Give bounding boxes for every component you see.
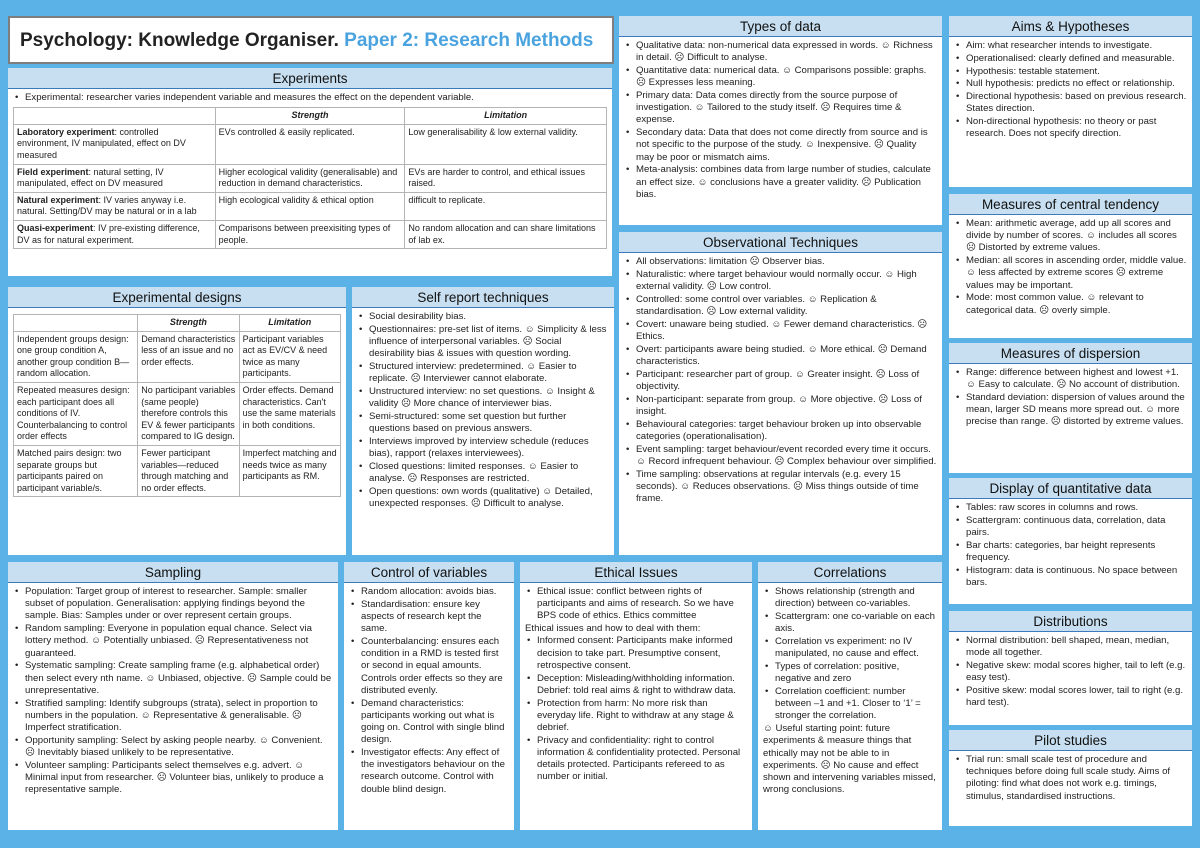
types-of-data-list (624, 40, 937, 201)
experiments-col-limitation: Limitation (405, 108, 607, 125)
list-item: • Controlled: some control over variables. ☺ Replication & standardisation. ☹ Low external validity. (624, 294, 937, 318)
list-item: • Standard deviation: dispersion of values around the mean, larger SD means more spread out. ☺ more precise than range. ☹ distorted by extreme values. (954, 392, 1187, 429)
experiments-intro: • Experimental: researcher varies independent variable and measures the effect on the dependent variable. (13, 92, 607, 104)
dispersion-panel (949, 343, 1192, 473)
table-row (14, 382, 341, 445)
list-item: • Positive skew: modal scores lower, tail to right (e.g. hard test). (954, 685, 1187, 709)
strength-cell: Demand characteristics less of an issue and no order effects. (138, 331, 239, 382)
strength-cell: Comparisons between preexisiting types of people. (215, 220, 405, 248)
distributions-list (954, 635, 1187, 709)
strength-cell: No participant variables (same people) therefore controls this EV & fewer participants compared to IG design. (138, 382, 239, 445)
list-item: • Investigator effects: Any effect of the investigators behaviour on the research outcome. Control with double blind design. (349, 747, 509, 796)
limitation-cell: Order effects. Demand characteristics. Can't use the same materials in both conditions. (239, 382, 340, 445)
display-list (954, 502, 1187, 589)
observational-heading: Observational Techniques (619, 232, 942, 253)
pilot-list (954, 754, 1187, 803)
list-item: • Meta-analysis: combines data from large number of studies, calculate an effect size. ☺ conclusions have a greater validity. ☹ Publication bias. (624, 164, 937, 201)
table-row (14, 445, 341, 496)
list-item: • Time sampling: observations at regular intervals (e.g. every 15 seconds). ☺ Reduces observations. ☹ Miss things outside of time frame. (624, 469, 937, 506)
sampling-heading: Sampling (8, 562, 338, 583)
correlations-panel (758, 562, 942, 830)
experiment-type-cell: Laboratory experiment: controlled environment, IV manipulated, effect on DV measured (14, 124, 216, 164)
list-item: • Demand characteristics: participants working out what is going on. Control with single blind design. (349, 698, 509, 747)
table-row (14, 220, 607, 248)
table-row (14, 164, 607, 192)
list-item: • Participant: researcher part of group. ☺ Greater insight. ☹ Loss of objectivity. (624, 369, 937, 393)
control-heading: Control of variables (344, 562, 514, 583)
list-item: • Closed questions: limited responses. ☺ Easier to analyse. ☹ Responses are restricted. (357, 461, 609, 485)
designs-table (13, 314, 341, 497)
list-item: • Normal distribution: bell shaped, mean, median, mode all together. (954, 635, 1187, 659)
strength-cell: High ecological validity & ethical option (215, 192, 405, 220)
list-item: • Primary data: Data comes directly from the source purpose of investigation. ☺ Tailored to the study itself. ☹ Requires time & expense. (624, 90, 937, 127)
experiments-table (13, 107, 607, 249)
pilot-heading: Pilot studies (949, 730, 1192, 751)
list-item: • Random sampling: Everyone in population equal chance. Select via lottery method. ☺ Potentially unbiased. ☹ Representativeness not guaranteed. (13, 623, 333, 660)
list-item: • Non-participant: separate from group. ☺ More objective. ☹ Loss of insight. (624, 394, 937, 418)
list-item: • Mean: arithmetic average, add up all scores and divide by number of scores. ☺ includes all scores ☹ Distorted by extreme values. (954, 218, 1187, 255)
ethical-heading: Ethical Issues (520, 562, 752, 583)
designs-panel (8, 287, 346, 555)
list-item: • Histogram: data is continuous. No space between bars. (954, 565, 1187, 589)
list-item: • Unstructured interview: no set questions. ☺ Insight & validity ☹ More chance of interviewer bias. (357, 386, 609, 410)
title-subtitle: Paper 2: Research Methods (344, 30, 594, 51)
limitation-cell: Low generalisability & low external validity. (405, 124, 607, 164)
correlations-footer: ☺ Useful starting point: future experiments & measure things that ethically may not be able to in experiments. ☹ No cause and effect shown and intervening variables missed, wrong conclusions. (763, 723, 936, 796)
list-item: • Trial run: small scale test of procedure and techniques before doing full scale study. Aims of piloting: find what does not work e.g. timings, stimulus, standardised instructions. (954, 754, 1187, 803)
experiments-col-strength: Strength (215, 108, 405, 125)
dispersion-heading: Measures of dispersion (949, 343, 1192, 364)
list-item: • Social desirability bias. (357, 311, 609, 323)
list-item: • Systematic sampling: Create sampling frame (e.g. alphabetical order) then select every nth name. ☺ Unbiased, objective. ☹ Sample could be unrepresentative. (13, 660, 333, 697)
list-item: • Tables: raw scores in columns and rows. (954, 502, 1187, 514)
sampling-list (13, 586, 333, 796)
list-item: • Questionnaires: pre-set list of items. ☺ Simplicity & less influence of interpersonal variables. ☹ Social desirability bias & issues with question wording. (357, 324, 609, 361)
experiment-type-cell: Field experiment: natural setting, IV manipulated, effect on DV measured (14, 164, 216, 192)
control-panel (344, 562, 514, 830)
strength-cell: EVs controlled & easily replicated. (215, 124, 405, 164)
design-cell: Matched pairs design: two separate groups but participants paired on participant variable/s. (14, 445, 138, 496)
list-item: • Random allocation: avoids bias. (349, 586, 509, 598)
list-item: • Ethical issue: conflict between rights of participants and aims of research. So we have BPS code of ethics. Ethics committee (525, 586, 747, 623)
list-item: • Types of correlation: positive, negative and zero (763, 661, 937, 685)
list-item: • Informed consent: Participants make informed decision to take part. Presumptive consent, retrospective consent. (525, 635, 747, 672)
pilot-panel (949, 730, 1192, 826)
list-item: • Operationalised: clearly defined and measurable. (954, 53, 1187, 65)
self-report-heading: Self report techniques (352, 287, 614, 308)
table-row (14, 331, 341, 382)
design-cell: Repeated measures design: each participant does all conditions of IV. Counterbalancing to control order effects (14, 382, 138, 445)
experiment-type-cell: Quasi-experiment: IV pre-existing difference, DV as for natural experiment. (14, 220, 216, 248)
self-report-list (357, 311, 609, 510)
list-item: • Structured interview: predetermined. ☺ Easier to replicate. ☹ Interviewer cannot elaborate. (357, 361, 609, 385)
strength-cell: Fewer participant variables—reduced through matching and no order effects. (138, 445, 239, 496)
list-item: • Naturalistic: where target behaviour would normally occur. ☺ High external validity. ☹ Low control. (624, 269, 937, 293)
aims-list (954, 40, 1187, 141)
list-item: • Median: all scores in ascending order, middle value. ☺ less affected by extreme scores ☹ extreme values may be important. (954, 255, 1187, 292)
types-of-data-heading: Types of data (619, 16, 942, 37)
list-item: • Interviews improved by interview schedule (reduces bias), rapport (relaxes interviewees). (357, 436, 609, 460)
distributions-heading: Distributions (949, 611, 1192, 632)
list-item: • Non-directional hypothesis: no theory or past research. Does not specify direction. (954, 116, 1187, 140)
central-tendency-panel (949, 194, 1192, 338)
limitation-cell: difficult to replicate. (405, 192, 607, 220)
observational-list (624, 256, 937, 505)
observational-panel (619, 232, 942, 555)
limitation-cell: EVs are harder to control, and ethical issues raised. (405, 164, 607, 192)
strength-cell: Higher ecological validity (generalisable) and reduction in demand characteristics. (215, 164, 405, 192)
list-item: • Counterbalancing: ensures each condition in a RMD is tested first or second in equal amounts. Controls order effects so they are distributed evenly. (349, 636, 509, 697)
experiments-panel (8, 68, 612, 276)
list-item: • Bar charts: categories, bar height represents frequency. (954, 540, 1187, 564)
designs-col-limitation: Limitation (239, 315, 340, 332)
list-item: • Behavioural categories: target behaviour broken up into observable categories (operationalisation). (624, 419, 937, 443)
list-item: • Directional hypothesis: based on previous research. States direction. (954, 91, 1187, 115)
ethical-subheading: Ethical issues and how to deal with them: (525, 623, 701, 635)
limitation-cell: No random allocation and can share limitations of lab ex. (405, 220, 607, 248)
list-item: • Covert: unaware being studied. ☺ Fewer demand characteristics. ☹ Ethics. (624, 319, 937, 343)
list-item: • Range: difference between highest and lowest +1. ☺ Easy to calculate. ☹ No account of distribution. (954, 367, 1187, 391)
list-item: • Shows relationship (strength and direction) between co-variables. (763, 586, 937, 610)
dispersion-list (954, 367, 1187, 429)
list-item: • Protection from harm: No more risk than everyday life. Right to withdraw at any stage & debrief. (525, 698, 747, 735)
list-item: • Correlation coefficient: number between –1 and +1. Closer to ‘1’ = stronger the correlation. (763, 686, 937, 723)
display-heading: Display of quantitative data (949, 478, 1192, 499)
table-row (14, 192, 607, 220)
table-row (14, 124, 607, 164)
list-item: • Null hypothesis: predicts no effect or relationship. (954, 78, 1187, 90)
limitation-cell: Participant variables act as EV/CV & need twice as many participants. (239, 331, 340, 382)
list-item: • Stratified sampling: Identify subgroups (strata), select in proportion to numbers in the population. ☺ Representative & generalisable. ☹ Imperfect stratification. (13, 698, 333, 735)
list-item: • Overt: participants aware being studied. ☺ More ethical. ☹ Demand characteristics. (624, 344, 937, 368)
aims-heading: Aims & Hypotheses (949, 16, 1192, 37)
types-of-data-panel (619, 16, 942, 225)
list-item: • Volunteer sampling: Participants select themselves e.g. advert. ☺ Minimal input from researcher. ☹ Volunteer bias, unlikely to produce a representative sample. (13, 760, 333, 797)
page-title (8, 16, 614, 64)
sampling-panel (8, 562, 338, 830)
central-tendency-list (954, 218, 1187, 317)
correlations-list (763, 586, 937, 723)
aims-panel (949, 16, 1192, 187)
ethical-panel (520, 562, 752, 830)
experiment-type-cell: Natural experiment: IV varies anyway i.e. natural. Setting/DV may be natural or in a lab (14, 192, 216, 220)
distributions-panel (949, 611, 1192, 725)
correlations-heading: Correlations (758, 562, 942, 583)
experiments-heading: Experiments (8, 68, 612, 89)
list-item: • Scattergram: one co-variable on each axis. (763, 611, 937, 635)
list-item: • Event sampling: target behaviour/event recorded every time it occurs. ☺ Record infrequent behaviour. ☹ Complex behaviour over simplified. (624, 444, 937, 468)
list-item: • Hypothesis: testable statement. (954, 66, 1187, 78)
list-item: • Deception: Misleading/withholding information. Debrief: told real aims & right to withdraw data. (525, 673, 747, 697)
experiments-col-type (14, 108, 216, 125)
list-item: • Semi-structured: some set question but further questions based on previous answers. (357, 411, 609, 435)
title-main: Psychology: Knowledge Organiser. (20, 30, 339, 51)
list-item: • Quantitative data: numerical data. ☺ Comparisons possible: graphs. ☹ Expresses less meaning. (624, 65, 937, 89)
list-item: • Standardisation: ensure key aspects of research kept the same. (349, 599, 509, 636)
ethical-list (525, 635, 747, 783)
list-item: • Negative skew: modal scores higher, tail to left (e.g. easy test). (954, 660, 1187, 684)
ethical-intro-list (525, 586, 747, 623)
designs-heading: Experimental designs (8, 287, 346, 308)
list-item: • Scattergram: continuous data, correlation, data pairs. (954, 515, 1187, 539)
list-item: • Secondary data: Data that does not come directly from source and is not specific to the purpose of the study. ☺ Inexpensive. ☹ Quality may be poor or mismatch aims. (624, 127, 937, 164)
list-item: • Aim: what researcher intends to investigate. (954, 40, 1187, 52)
designs-col-type (14, 315, 138, 332)
central-tendency-heading: Measures of central tendency (949, 194, 1192, 215)
display-panel (949, 478, 1192, 604)
limitation-cell: Imperfect matching and needs twice as many participants as RM. (239, 445, 340, 496)
list-item: • Privacy and confidentiality: right to control information & confidentiality protected. Personal details protected. Participants refereed to as number or initial. (525, 735, 747, 784)
self-report-panel (352, 287, 614, 555)
list-item: • Correlation vs experiment: no IV manipulated, no cause and effect. (763, 636, 937, 660)
designs-col-strength: Strength (138, 315, 239, 332)
list-item: • All observations: limitation ☹ Observer bias. (624, 256, 937, 268)
control-list (349, 586, 509, 796)
list-item: • Qualitative data: non-numerical data expressed in words. ☺ Richness in detail. ☹ Difficult to analyse. (624, 40, 937, 64)
list-item: • Population: Target group of interest to researcher. Sample: smaller subset of population. Generalisation: applying findings beyond the sample. Bias: Samples under or over represent certain groups. (13, 586, 333, 623)
list-item: • Opportunity sampling: Select by asking people nearby. ☺ Convenient. ☹ Inevitably biased unlikely to be representative. (13, 735, 333, 759)
list-item: • Open questions: own words (qualitative) ☺ Detailed, unexpected responses. ☹ Difficult to analyse. (357, 486, 609, 510)
list-item: • Mode: most common value. ☺ relevant to categorical data. ☹ overly simple. (954, 292, 1187, 316)
design-cell: Independent groups design: one group condition A, another group condition B—random allocation. (14, 331, 138, 382)
